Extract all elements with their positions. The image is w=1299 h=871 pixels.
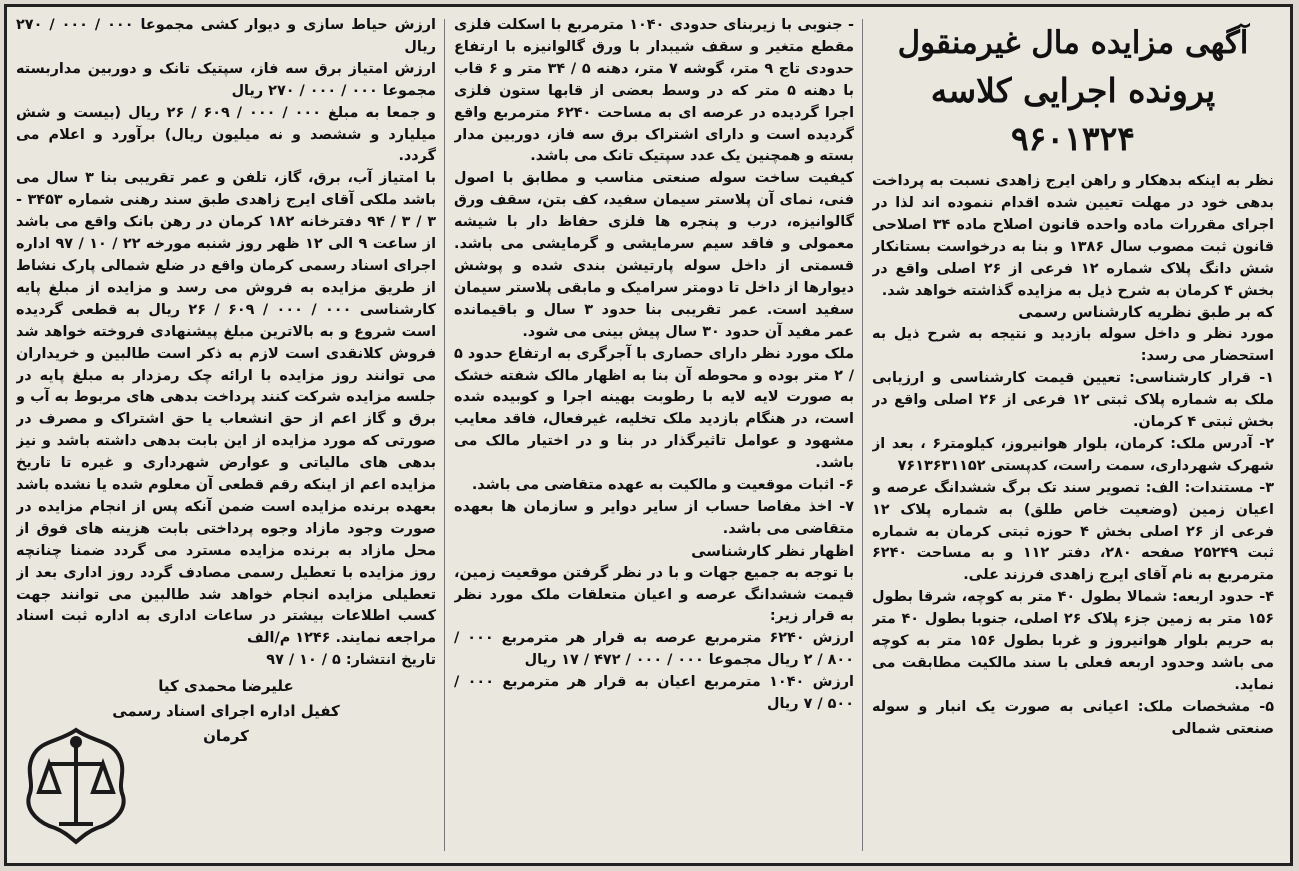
intro-paragraph: نظر به اینکه بدهکار و راهن ایرج زاهدی نسبت به پرداخت بدهی خود در مهلت تعیین شده اقدام ننموده اند لذا در اجرای مقررات ماده واحده قانون اصلاح ماده ۳۴ اصلاحی قانون ثبت مصوب سال ۱۳۸۶ و بنا به درخواست بستانکار شش دانگ پلاک شماره ۱۲ فرعی از ۲۶ اصلی واقع در بخش ۴ کرمان به شرح ذیل به مزایده گذاشته خواهد شد. — [872, 173, 1274, 299]
item-1: ۱- قرار کارشناسی: تعیین قیمت کارشناسی و ارزیابی ملک به شماره پلاک ثبتی ۱۲ فرعی از ۲۶ اصلی واقع در بخش ثبتی ۴ کرمان. — [872, 370, 1274, 430]
registration-emblem-icon — [19, 720, 134, 845]
land-value: ارزش ۶۲۴۰ مترمربع عرصه به قرار هر مترمربع ۰۰۰ / ۸۰۰ / ۲ ریال مجموعا ۰۰۰ / ۰۰۰ / ۴۷۲ / ۱۷ ریال — [454, 630, 854, 669]
column-right — [872, 15, 1274, 857]
item-2: ۲- آدرس ملک: کرمان، بلوار هوانیروز، کیلومتر۶ ، بعد از شهرک شهرداری، سمت راست، کدپستی ۷۶۱۳۶۳۱۱۵۲ — [872, 435, 1274, 474]
signer-city: کرمان — [203, 727, 249, 746]
column-divider — [444, 19, 445, 851]
item-3: ۳- مستندات: الف: تصویر سند تک برگ ششدانگ عرصه و اعیان زمین (وضعیت خاص طلق) به شماره پلاک ۱۲ فرعی از ۲۶ اصلی بخش ۴ حوزه ثبتی کرمان به شماره ثبت ۲۵۲۴۹ صفحه ۲۸۰، دفتر ۱۱۲ و به مساحت ۶۲۴۰ مترمربع به نام آقای ایرج زاهدی فرزند علی. — [872, 479, 1274, 584]
publish-date: تاریخ انتشار: ۵ / ۱۰ / ۹۷ — [266, 652, 436, 669]
item-4: ۴- حدود اربعه: شمالا بطول ۴۰ متر به کوچه، شرقا بطول ۱۵۶ متر به زمین جزء پلاک ۲۶ اصلی، جنوبا بطول ۴۰ متر به حریم بلوار هوانیروز و غربا بطول ۱۵۶ متر به کوچه می باشد وحدود اربعه فعلی با سند مالکیت مطابقت می نماید. — [872, 589, 1274, 693]
auction-terms: با امتیاز آب، برق، گاز، تلفن و عمر تقریبی بنا ۳ سال می باشد ملکی آقای ایرج زاهدی طبق سند رهنی شماره ۳۴۵۳ - ۳ / ۳ / ۹۴ دفترخانه ۱۸۲ کرمان در رهن بانک واقع می باشد از ساعت ۹ الی ۱۲ ظهر روز شنبه مورخه ۲۲ / ۱۰ / ۹۷ اداره اجرای اسناد رسمی کرمان واقع در ضلع شمالی پارک نشاط از طریق مزایده به فروش می رسد و مزایده از مبلغ پایه کارشناسی ۰۰۰ / ۰۰۰ / ۶۰۹ / ۲۶ ریال به قطعی گردیده است شروع و به بالاترین مبلغ پیشنهادی فروخته خواهد شد فروش کلانقدی است لازم به ذکر است طالبین و خریداران می توانند روز مزایده با ارائه چک رمزدار به مبلغ پایه در جلسه مزایده شرکت کنند پرداخت بدهی های مربوط به آب و برق و گاز اعم از حق انشعاب یا حق اشتراک و مصرف در صورتی که مورد مزایده از این بابت بدهی داشته باشد و نیز بدهی های مالیاتی و عوارض شهرداری و غیره تا تاریخ مزایده اعم از اینکه رقم قطعی آن معلوم شده یا نشده باشد بعهده برنده مزایده است ضمن آنکه پس از انجام مزایده در صورت وجود مازاد وجوه پرداختی بابت هزینه های فوق از محل مازاد به برنده مزایده مسترد می گردد ضمنا چنانچه روز مزایده با تعطیل رسمی مصادف گردد روز اداری بعد از تعطیلی مزایده انجام خواهد شد طالبین می توانند جهت کسب اطلاعات بیشتر در ساعات اداری به اداره ثبت اسناد مراجعه نمایند. ۱۲۴۶ م/الف — [16, 170, 436, 647]
building-value: ارزش ۱۰۴۰ مترمربع اعیان به قرار هر مترمربع ۰۰۰ / ۵۰۰ / ۷ ریال — [454, 674, 854, 713]
notice-title: آگهی مزایده مال غیرمنقول — [897, 25, 1249, 61]
signer-name: علیرضا محمدی کیا — [158, 677, 294, 696]
newspaper-clipping — [4, 4, 1293, 866]
fence-description: ملک مورد نظر دارای حصاری با آجرگری به ارتفاع حدود ۵ / ۲ متر بوده و محوطه آن بنا به اظهار مالک شفته خشک به صورت لایه لایه با رطوبت بهینه اجرا و کوبیده شده است، در هنگام بازدید ملک تخلیه، غیرفعال، فاقد معایب مشهود و عوامل تاثیرگذار در بنا و در اختیار مالک می باشد. — [454, 345, 854, 472]
item-7: ۷- اخذ مفاصا حساب از سایر دوایر و سازمان ها بعهده متقاضی می باشد. — [454, 498, 854, 537]
expert-intro: مورد نظر و داخل سوله بازدید و نتیجه به شرح ذیل به استحضار می رسد: — [872, 326, 1274, 365]
item-6: ۶- اثبات موقعیت و مالکیت به عهده متقاضی می باشد. — [471, 477, 854, 494]
case-number-title: پرونده اجرایی کلاسه ۹۶۰۱۳۲۴ — [930, 71, 1216, 158]
column-divider — [862, 19, 863, 851]
utilities-value: ارزش امتیاز برق سه فاز، سپتیک تانک و دوربین مداربسته مجموعا ۰۰۰ / ۰۰۰ / ۲۷۰ ریال — [16, 60, 436, 99]
signer-title: کفیل اداره اجرای اسناد رسمی — [112, 702, 340, 721]
construction-quality: کیفیت ساخت سوله صنعتی مناسب و مطابق با اصول فنی، نمای آن پلاستر سیمان سفید، کف بتن، سقف ورق گالوانیزه، درب و پنجره ها فلزی حفاظ دار با شیشه معمولی و فاقد سیم سرمایشی و گرمایشی می باشد. قسمتی از داخل سوله پارتیشن بندی شده و پوشش دیوارها از داخل تا دومتر سرامیک و مابقی پلاستر سیمان سفید است. عمر تقریبی بنا حدود ۳ سال و باقیمانده عمر مفید آن حدود ۳۰ سال پیش بینی می شود. — [454, 170, 854, 340]
column-middle — [454, 15, 854, 857]
expert-heading: که بر طبق نظریه کارشناس رسمی — [1018, 303, 1274, 322]
yard-value: ارزش حیاط سازی و دیوار کشی مجموعا ۰۰۰ / ۰۰۰ / ۲۷۰ ریال — [16, 17, 436, 55]
expert-opinion: با توجه به جمیع جهات و با در نظر گرفتن موقعیت زمین، قیمت ششدانگ عرصه و اعیان متعلقات ملک مورد نظر به قرار زیر: — [454, 564, 854, 625]
expert-opinion-heading: اظهار نظر کارشناسی — [691, 541, 854, 560]
total-value: و جمعا به مبلغ ۰۰۰ / ۰۰۰ / ۶۰۹ / ۲۶ ریال (بیست و شش میلیارد و ششصد و نه میلیون ریال) برآورد و اعلام می گردد. — [16, 104, 436, 165]
building-description: - جنوبی با زیربنای حدودی ۱۰۴۰ مترمربع با اسکلت فلزی مقطع متغیر و سقف شیبدار با ورق گالوانیزه با ارتفاع حدودی تاج ۹ متر، گوشه ۷ متر، دهنه ۵ / ۳۴ متر و ۶ قاب با دهنه ۵ متر که در وسط بعضی از قابها ستون فلزی اجرا گردیده در عرصه ای به مساحت ۶۲۴۰ مترمربع واقع گردیده است و دارای اشتراک برق سه فاز، دوربین مدار بسته و همچنین یک عدد سپتیک تانک می باشد. — [454, 17, 854, 165]
item-5: ۵- مشخصات ملک: اعیانی به صورت یک انبار و سوله صنعتی شمالی — [872, 698, 1274, 737]
